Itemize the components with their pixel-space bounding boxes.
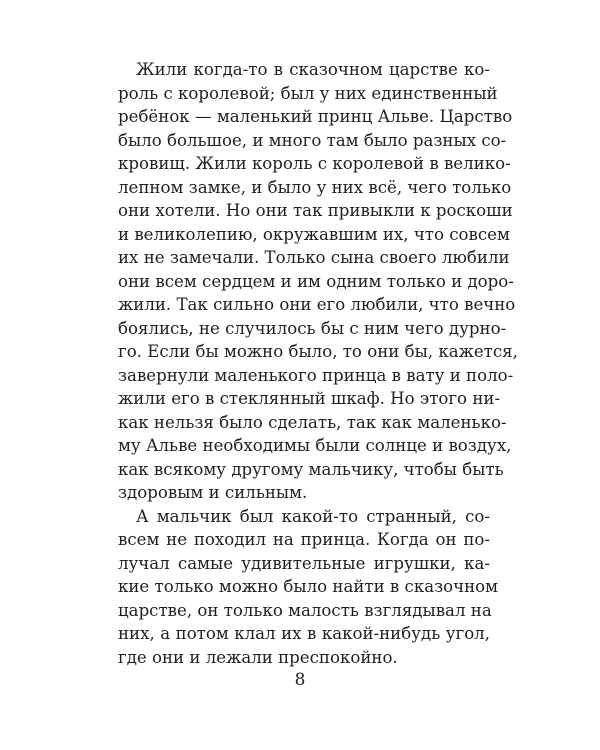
text-line: жили. Так сильно они его любили, что вечно: [118, 295, 516, 314]
text-line: их не замечали. Только сына своего любили: [118, 248, 510, 267]
text-line: было большое, и много там было разных со-: [118, 130, 507, 150]
text-line: как нельзя было сделать, так как маленько-: [118, 412, 507, 432]
text-line: завернули маленького принца в вату и поло-: [118, 365, 514, 385]
text-line: го. Если бы можно было, то они бы, кажется,: [118, 342, 518, 361]
text-line: всем не походил на принца. Когда он по-: [118, 530, 490, 549]
text-line: они всем сердцем и им одним только и доро-: [118, 271, 514, 291]
text-line: здоровым и сильным.: [118, 483, 308, 502]
text-line: они хотели. Но они так привыкли к роскоши: [118, 201, 513, 220]
text-line: А мальчик был какой-то странный, со-: [136, 506, 490, 526]
page-number: 8: [294, 670, 306, 690]
text-line: где они и лежали преспокойно.: [118, 647, 398, 667]
text-line: лучал самые удивительные игрушки, ка-: [118, 553, 490, 573]
text-line: му Альве необходимы были солнце и воздух,: [118, 436, 512, 455]
text-line: Жили когда-то в сказочном царстве ко-: [136, 60, 490, 79]
text-line: ребёнок — маленький принц Альве. Царство: [118, 107, 513, 126]
text-line: лепном замке, и было у них всё, чего только: [118, 177, 512, 197]
paragraph-2: [118, 505, 499, 670]
text-line: них, а потом клал их в какой-нибудь угол,: [118, 624, 490, 643]
text-line: боялись, не случилось бы с ним чего дурно-: [118, 318, 507, 338]
text-line: кие только можно было найти в сказочном: [118, 577, 499, 596]
text-line: жили его в стеклянный шкаф. Но этого ни-: [118, 389, 501, 408]
body-text: [118, 58, 518, 669]
text-line: роль с королевой; был у них единственный: [118, 83, 498, 103]
text-line: как всякому другому мальчику, чтобы быть: [118, 459, 504, 479]
paragraph-1: [118, 58, 518, 505]
text-line: царстве, он только малость взглядывал на: [118, 600, 492, 620]
text-line: и великолепию, окружавшим их, что совсем: [118, 224, 510, 244]
text-line: кровищ. Жили король с королевой в велико-: [118, 154, 511, 173]
